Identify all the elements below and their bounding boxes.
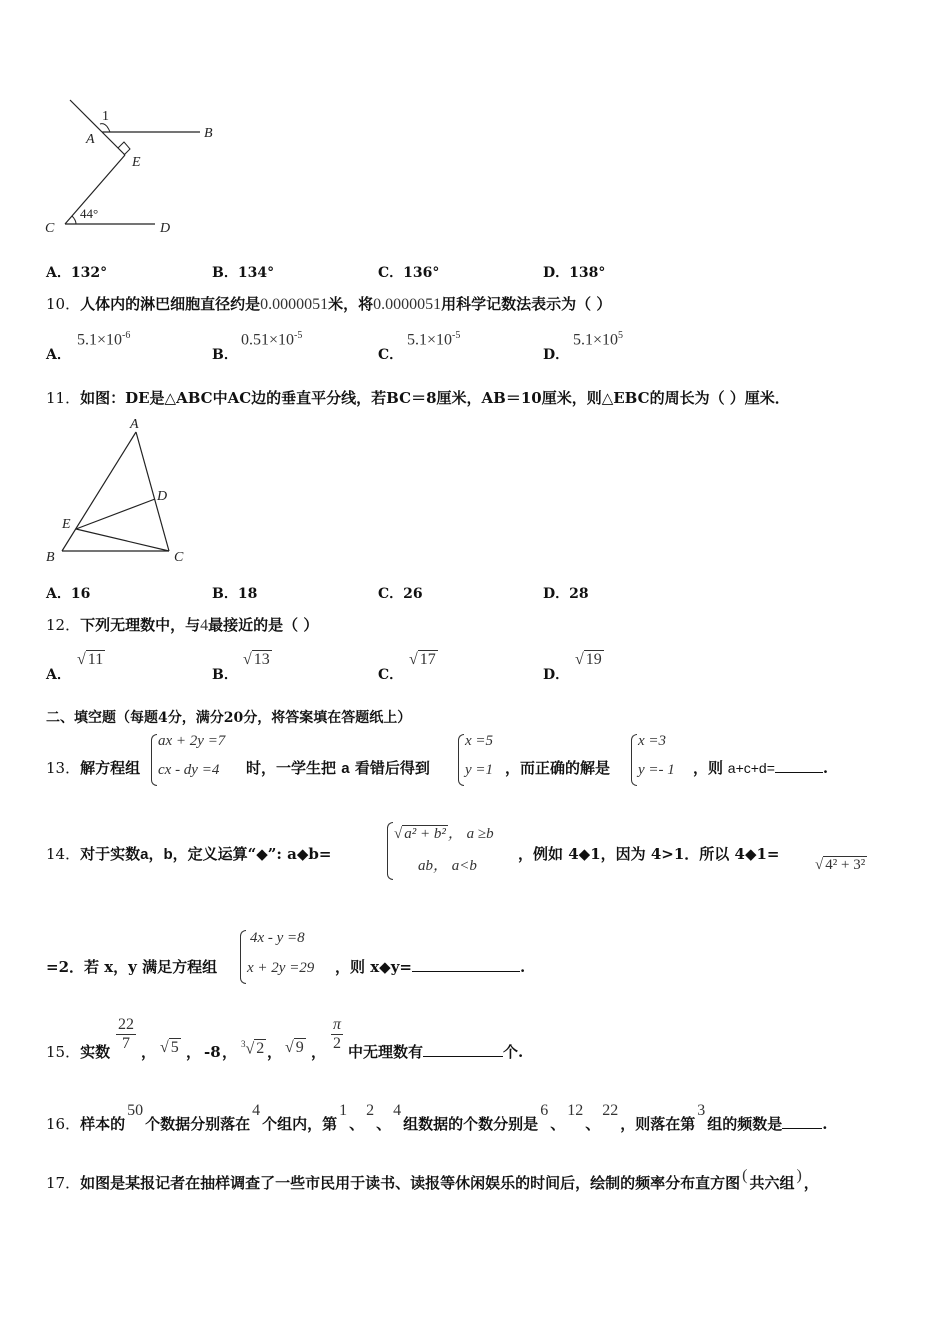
q14-case-1: √ a² + b² ， a ≥b — [394, 826, 494, 842]
q9-label-E: E — [132, 155, 141, 170]
q15-sep-3: ， — [222, 1043, 238, 1061]
q15-neg-8: -8 — [204, 1043, 221, 1061]
q15-sep-2: ， — [186, 1043, 202, 1061]
q12-option-c: √ 17 — [409, 651, 436, 668]
q13-text-b: 时，一学生把 a 看错后得到 — [246, 759, 430, 777]
q15-sqrt-9: √ 9 — [285, 1039, 304, 1056]
q16-answer-blank[interactable] — [782, 1114, 822, 1129]
q14-example: ，例如 4◆1，因为 4>1．所以 4◆1= — [518, 845, 780, 863]
q9-diagram — [40, 92, 240, 242]
q9-label-A: A — [86, 132, 95, 147]
q10-option-d-letter: D． — [543, 347, 570, 363]
q10-option-c-letter: C． — [378, 347, 404, 363]
q10-option-d: $5.1\times 10^5$ — [573, 330, 624, 349]
q9-option-c: C．136° — [378, 265, 440, 281]
q12-option-b: √ 13 — [243, 651, 270, 668]
q12-option-d-letter: D． — [543, 667, 570, 683]
q15-fraction-pi-2: $\frac{\pi}{2}$ — [333, 1016, 342, 1052]
q12-option-c-letter: C． — [378, 667, 404, 683]
q11-label-C: C — [174, 550, 184, 565]
q15-sep-5: ， — [311, 1043, 327, 1061]
q12-option-a: √ 11 — [77, 651, 104, 668]
q11-option-c: C．26 — [378, 586, 423, 602]
q16-stem: 16．样本的50个数据分别落在4个组内，第1、2、4组数据的个数分别是6、12、22，则落在第3组的频数是 . — [46, 1102, 828, 1133]
q13-brace-3 — [631, 734, 637, 786]
q9-option-d: D．138° — [543, 265, 606, 281]
q13-tail: ，则 a+c+d= . — [693, 759, 829, 777]
q10-option-c: $5.1\times 10^{-5}$ — [407, 330, 461, 349]
q11-figure — [40, 414, 200, 574]
q13-text-d: ，而正确的解是 — [505, 759, 611, 777]
q14-brace-2 — [240, 930, 246, 984]
q10-option-b-letter: B． — [212, 347, 238, 363]
q13-correct-x: x =3 — [638, 733, 667, 749]
q12-option-d: √ 19 — [575, 651, 602, 668]
q14-case-2: ab， a<b — [418, 858, 477, 874]
q14-line2: =2．若 x，y 满足方程组 — [46, 958, 218, 976]
q15-fraction-22-7: $\frac{22}{7}$ — [118, 1016, 134, 1052]
q12-option-a-letter: A． — [46, 667, 71, 683]
q9-label-1: 1 — [102, 109, 109, 124]
q11-label-A: A — [130, 417, 139, 432]
q15-answer-blank[interactable] — [423, 1042, 503, 1057]
q14-line1: 14．对于实数a，b，定义运算“◆”: a◆b= — [46, 845, 332, 863]
q13-wrong-y: y =1 — [465, 762, 494, 778]
q9-figure — [40, 92, 240, 242]
q10-stem: 10．人体内的淋巴细胞直径约是0.0000051米，将0.0000051用科学记数法表示为（ ） — [46, 295, 612, 313]
q15-sep-4: ， — [267, 1043, 283, 1061]
q9-label-C: C — [45, 221, 55, 236]
q15-stem-start: 15．实数 — [46, 1043, 111, 1061]
q14-example-value: √ 4² + 3² — [815, 857, 866, 873]
q14-answer-blank[interactable] — [412, 957, 520, 972]
q13-brace-1 — [151, 734, 157, 786]
q9-label-D: D — [160, 221, 171, 236]
q11-option-b: B．18 — [212, 586, 258, 602]
q14-sys-1: 4x - y =8 — [250, 930, 305, 946]
q10-option-b: $0.51\times 10^{-5}$ — [241, 330, 303, 349]
q13-brace-2 — [458, 734, 464, 786]
q17-stem: 17．如图是某报记者在抽样调查了一些市民用于读书、读报等休闲娱乐的时间后，绘制的频率分布直方图 ( 共六组 ) ， — [46, 1167, 819, 1192]
q13-num: 13．解方程组 — [46, 759, 141, 777]
q11-label-B: B — [46, 550, 55, 565]
q15-cbrt-2: $^3$√ 2 — [241, 1039, 265, 1058]
q9-label-angle: 44° — [80, 206, 99, 221]
q11-diagram — [40, 414, 200, 574]
q15-sep-1: ， — [141, 1043, 157, 1061]
q13-wrong-x: x =5 — [465, 733, 494, 749]
q10-option-a: $5.1\times 10^{-6}$ — [77, 330, 131, 349]
q14-brace — [387, 822, 393, 880]
q11-label-D: D — [157, 489, 168, 504]
q14-sys-2: x + 2y =29 — [247, 960, 315, 976]
q11-option-a: A．16 — [46, 586, 91, 602]
q13-correct-y: y =- 1 — [638, 762, 675, 778]
q13-eq1: ax + 2y =7 — [158, 733, 226, 749]
q9-option-b: B．134° — [212, 265, 275, 281]
q14-line2-tail: ，则 x◆y= . — [335, 958, 526, 976]
q12-stem: 12．下列无理数中，与4最接近的是（ ） — [46, 616, 319, 634]
q11-label-E: E — [62, 517, 71, 532]
q10-option-a-letter: A． — [46, 347, 71, 363]
q13-eq2: cx - dy =4 — [158, 762, 220, 778]
q12-option-b-letter: B． — [212, 667, 238, 683]
q15-stem-end: 中无理数有 个. — [348, 1043, 524, 1061]
q9-label-B: B — [204, 126, 213, 141]
q11-stem: 11．如图：DE是△ABC中AC边的垂直平分线，若BC＝8厘米，AB＝10厘米，则△EBC的周长为（ ）厘米． — [46, 389, 790, 407]
q15-sqrt-5: √ 5 — [160, 1039, 179, 1056]
q13-answer-blank[interactable] — [775, 758, 823, 773]
section-2-title: 二、填空题（每题4分，满分20分，将答案填在答题纸上） — [46, 710, 412, 726]
q11-option-d: D．28 — [543, 586, 589, 602]
q9-option-a: A．132° — [46, 265, 108, 281]
